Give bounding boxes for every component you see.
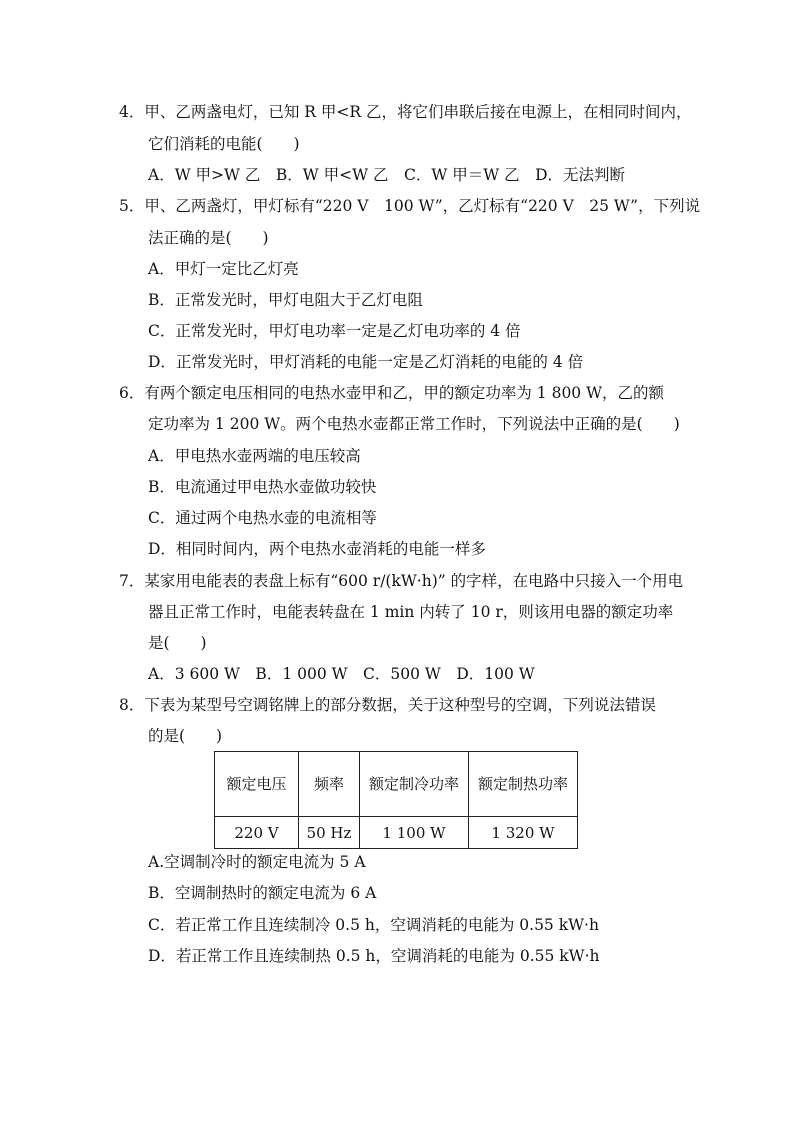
q8-option-a: A.空调制冷时的额定电流为 5 A	[148, 853, 366, 871]
table-header-row	[215, 752, 578, 817]
q6-option-d: D．相同时间内，两个电热水壶消耗的电能一样多	[148, 540, 486, 558]
table-cell: 1 100 W	[360, 817, 469, 849]
q5-option-b: B．正常发光时，甲灯电阻大于乙灯电阻	[148, 291, 423, 309]
q6-line-2: 定功率为 1 200 W。两个电热水壶都正常工作时，下列说法中正确的是( )	[148, 415, 680, 433]
q8-option-d: D．若正常工作且连续制热 0.5 h，空调消耗的电能为 0.55 kW·h	[148, 947, 600, 965]
table-cell: 50 Hz	[299, 817, 360, 849]
q5-line-2: 法正确的是( )	[148, 229, 269, 247]
spec-table	[214, 751, 578, 849]
q7-line-2: 器且正常工作时，电能表转盘在 1 min 内转了 10 r，则该用电器的额定功率	[148, 603, 674, 621]
q7-line-1: 7．某家用电能表的表盘上标有“600 r/(kW·h)” 的字样，在电路中只接入一个用电	[119, 572, 684, 590]
table-header-cell: 额定电压	[215, 752, 299, 817]
q8-line-2: 的是( )	[148, 727, 223, 745]
q8-option-c: C．若正常工作且连续制冷 0.5 h，空调消耗的电能为 0.55 kW·h	[148, 916, 599, 934]
q8-option-b: B．空调制热时的额定电流为 6 A	[148, 884, 377, 902]
q5-option-a: A．甲灯一定比乙灯亮	[148, 260, 299, 278]
q8-line-1: 8．下表为某型号空调铭牌上的部分数据，关于这种型号的空调，下列说法错误	[119, 696, 656, 714]
table-row	[215, 817, 578, 849]
q6-option-a: A．甲电热水壶两端的电压较高	[148, 447, 361, 465]
q5-line-1: 5．甲、乙两盏灯，甲灯标有“220 V 100 W”，乙灯标有“220 V 25 W”，下列说	[119, 197, 701, 215]
table-cell: 220 V	[215, 817, 299, 849]
table-header-cell: 额定制冷功率	[360, 752, 469, 817]
q7-line-3: 是( )	[148, 634, 207, 652]
q6-option-b: B．电流通过甲电热水壶做功较快	[148, 478, 377, 496]
q6-line-1: 6．有两个额定电压相同的电热水壶甲和乙，甲的额定功率为 1 800 W，乙的额	[119, 384, 665, 402]
q6-option-c: C．通过两个电热水壶的电流相等	[148, 509, 377, 527]
table-header-cell: 频率	[299, 752, 360, 817]
q5-option-c: C．正常发光时，甲灯电功率一定是乙灯电功率的 4 倍	[148, 322, 521, 340]
q7-options: A．3 600 W B．1 000 W C．500 W D．100 W	[148, 665, 535, 683]
q5-option-d: D．正常发光时，甲灯消耗的电能一定是乙灯消耗的电能的 4 倍	[148, 353, 584, 371]
table-cell: 1 320 W	[469, 817, 578, 849]
table-header-cell: 额定制热功率	[469, 752, 578, 817]
q4-line-2: 它们消耗的电能( )	[148, 135, 300, 153]
q4-line-1: 4．甲、乙两盏电灯，已知 R 甲<R 乙，将它们串联后接在电源上，在相同时间内，	[119, 103, 692, 121]
q4-options: A．W 甲>W 乙 B．W 甲<W 乙 C．W 甲＝W 乙 D．无法判断	[148, 166, 625, 184]
